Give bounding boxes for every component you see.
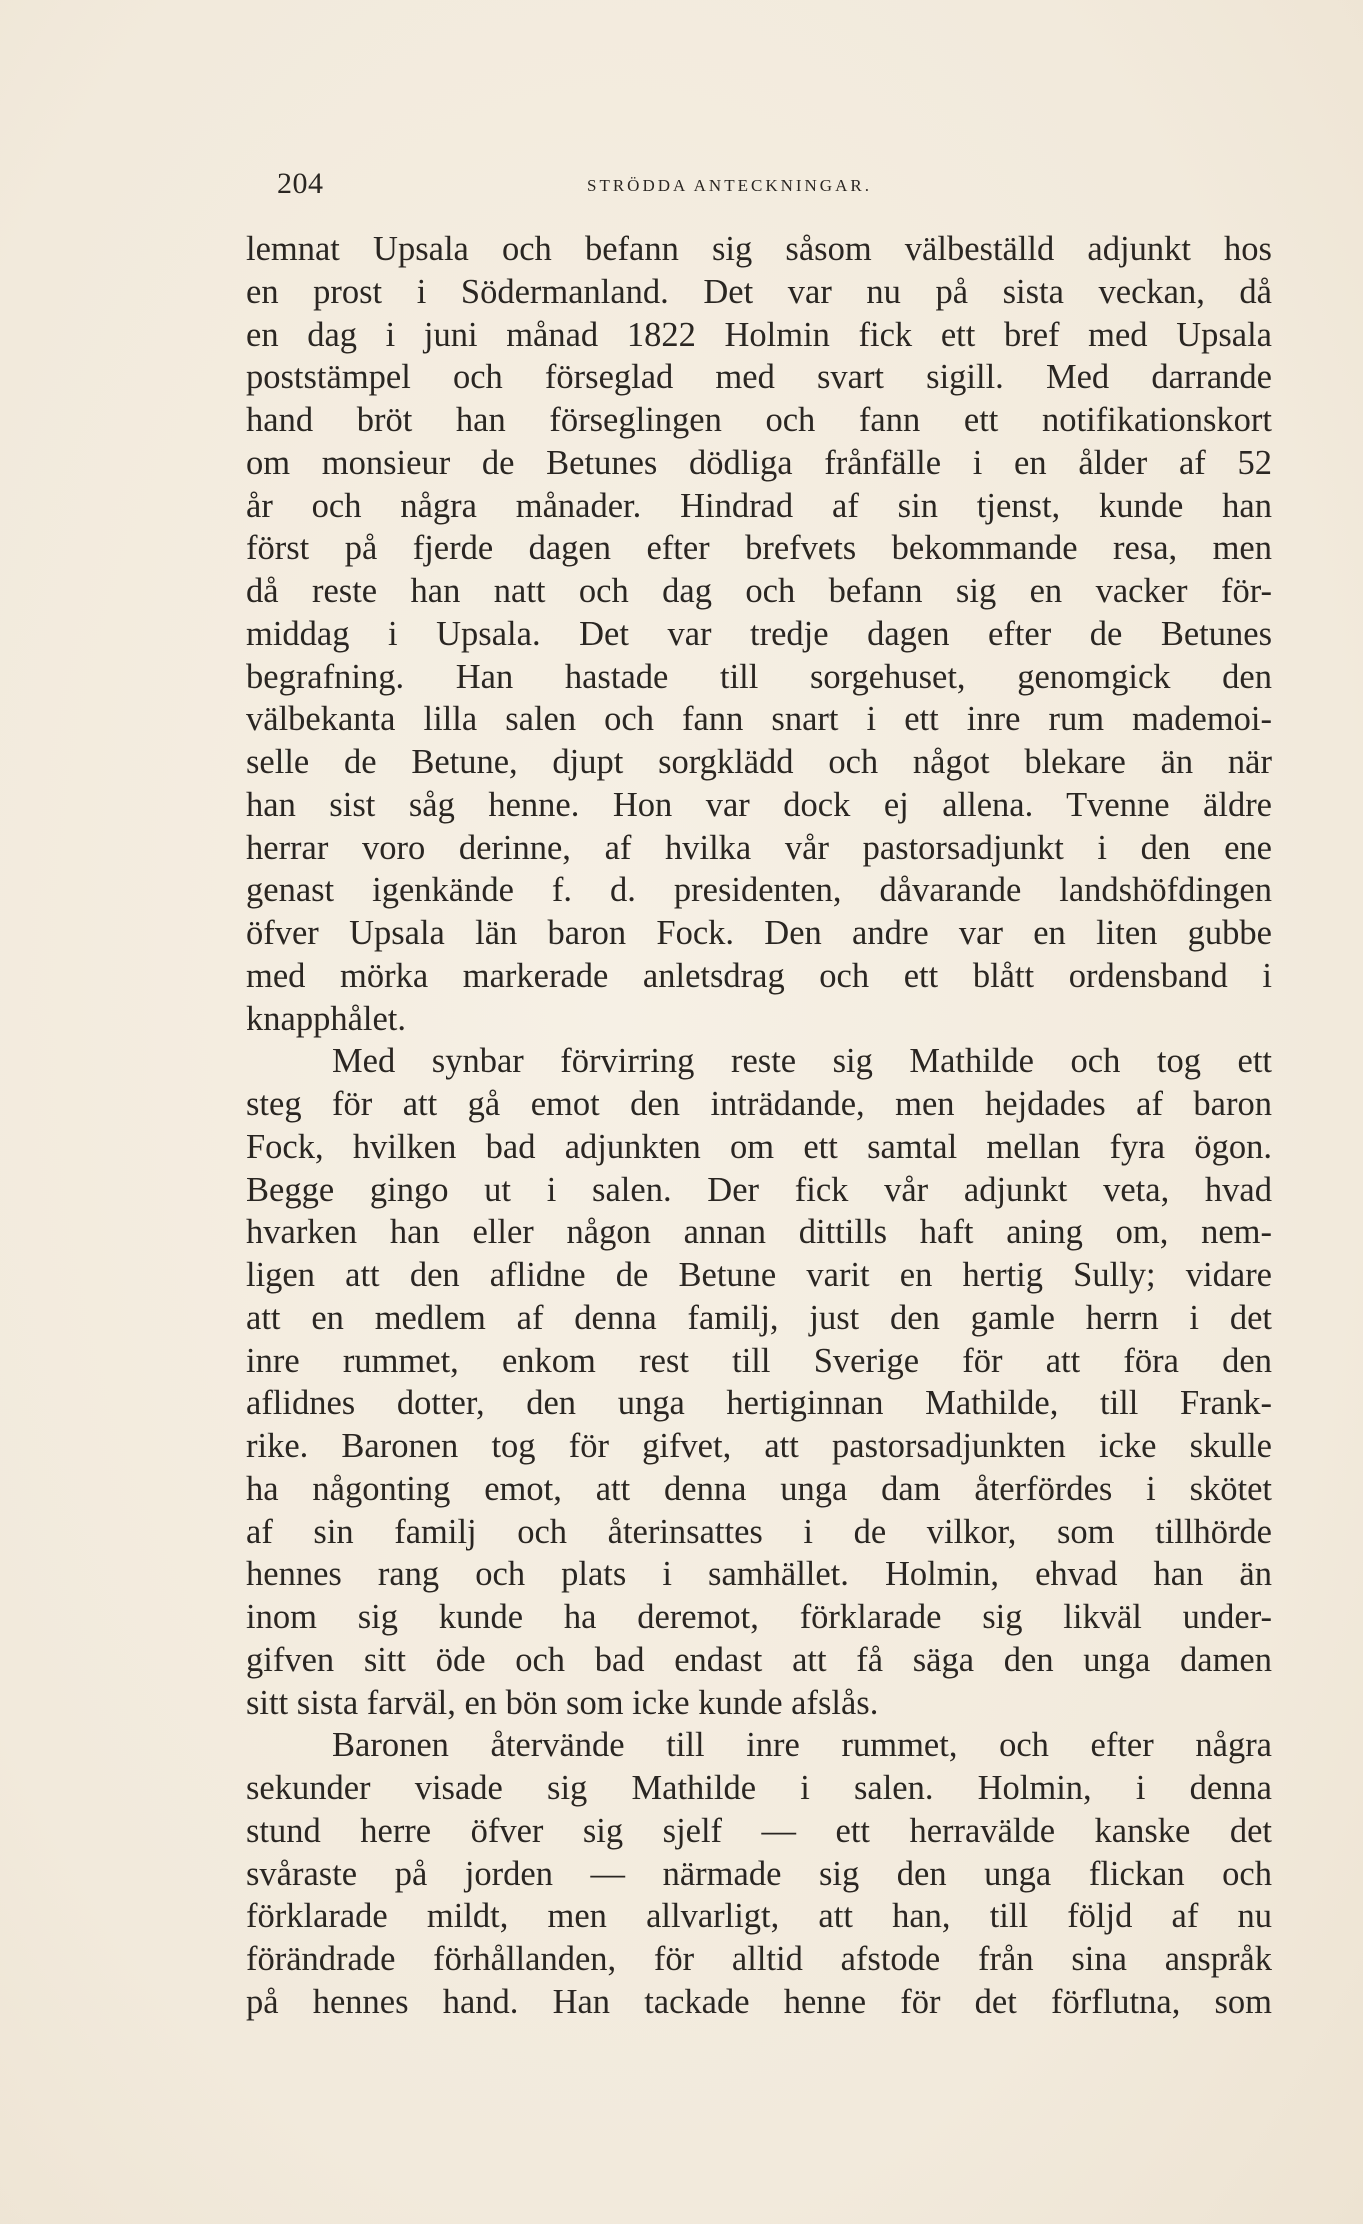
text-line: stund herre öfver sig sjelf — ett herravälde kanske det [246,1811,1272,1850]
text-line: hvarken han eller någon annan dittills haft aning om, nem- [246,1213,1272,1252]
text-line: ligen att den aflidne de Betune varit en hertig Sully; vidare [246,1256,1272,1294]
text-line: poststämpel och förseglad med svart sigill. Med darrande [246,358,1272,397]
page-header [277,166,977,206]
text-line: Fock, hvilken bad adjunkten om ett samtal mellan fyra ögon. [246,1127,1272,1166]
text-line: aflidnes dotter, den unga hertiginnan Mathilde, till Frank- [246,1384,1272,1423]
text-line: år och några månader. Hindrad af sin tjenst, kunde han [246,486,1272,525]
text-line: sekunder visade sig Mathilde i salen. Holmin, i denna [246,1769,1272,1807]
text-line: selle de Betune, djupt sorgklädd och något blekare än när [246,743,1272,781]
text-line: hennes rang och plats i samhället. Holmin, ehvad han än [246,1555,1272,1594]
text-line: en dag i juni månad 1822 Holmin fick ett bref med Upsala [246,315,1272,354]
paragraph-start-line: Baronen återvände till inre rummet, och efter några [332,1726,1272,1765]
text-line: han sist såg henne. Hon var dock ej allena. Tvenne äldre [246,785,1272,824]
page-number: 204 [277,167,324,200]
body-text [246,228,1272,2024]
text-line: af sin familj och återinsattes i de vilkor, som tillhörde [246,1512,1272,1551]
text-line: middag i Upsala. Det var tredje dagen efter de Betunes [246,614,1272,653]
text-line: hand bröt han förseglingen och fann ett notifikationskort [246,401,1272,439]
paragraph-end-line: sitt sista farväl, en bön som icke kunde afslås. [246,1683,879,1722]
text-line: Begge gingo ut i salen. Der fick vår adjunkt veta, hvad [246,1170,1272,1209]
text-line: öfver Upsala län baron Fock. Den andre var en liten gubbe [246,914,1272,952]
text-line: förklarade mildt, men allvarligt, att han, till följd af nu [246,1897,1272,1936]
text-line: en prost i Södermanland. Det var nu på sista veckan, då [246,272,1272,311]
text-line: förändrade förhållanden, för alltid afstode från sina anspråk [246,1940,1272,1978]
paragraph-start-line: Med synbar förvirring reste sig Mathilde och tog ett [332,1042,1272,1081]
text-line: genast igenkände f. d. presidenten, dåvarande landshöfdingen [246,871,1272,910]
text-line: ha någonting emot, att denna unga dam återfördes i skötet [246,1469,1272,1508]
text-line: begrafning. Han hastade till sorgehuset, genomgick den [246,657,1272,696]
text-line: lemnat Upsala och befann sig såsom välbeställd adjunkt hos [246,230,1272,268]
text-line: då reste han natt och dag och befann sig en vacker för- [246,572,1272,610]
running-head: STRÖDDA ANTECKNINGAR. [587,176,872,195]
text-line: rike. Baronen tog för gifvet, att pastorsadjunkten icke skulle [246,1427,1272,1465]
text-line: på hennes hand. Han tackade henne för det förflutna, som [246,1982,1272,2021]
text-line: svåraste på jorden — närmade sig den unga flickan och [246,1854,1272,1893]
paragraph-end-line: knapphålet. [246,999,406,1038]
text-line: gifven sitt öde och bad endast att få säga den unga damen [246,1640,1272,1679]
text-line: inre rummet, enkom rest till Sverige för att föra den [246,1341,1272,1380]
text-line: först på fjerde dagen efter brefvets bekommande resa, men [246,529,1272,568]
text-line: välbekanta lilla salen och fann snart i ett inre rum mademoi- [246,700,1272,739]
text-line: herrar voro derinne, af hvilka vår pastorsadjunkt i den ene [246,828,1272,867]
text-line: att en medlem af denna familj, just den gamle herrn i det [246,1298,1272,1337]
text-line: med mörka markerade anletsdrag och ett blått ordensband i [246,956,1272,995]
text-line: om monsieur de Betunes dödliga frånfälle i en ålder af 52 [246,443,1272,482]
text-line: steg för att gå emot den inträdande, men hejdades af baron [246,1085,1272,1123]
text-line: inom sig kunde ha deremot, förklarade sig likväl under- [246,1598,1272,1636]
